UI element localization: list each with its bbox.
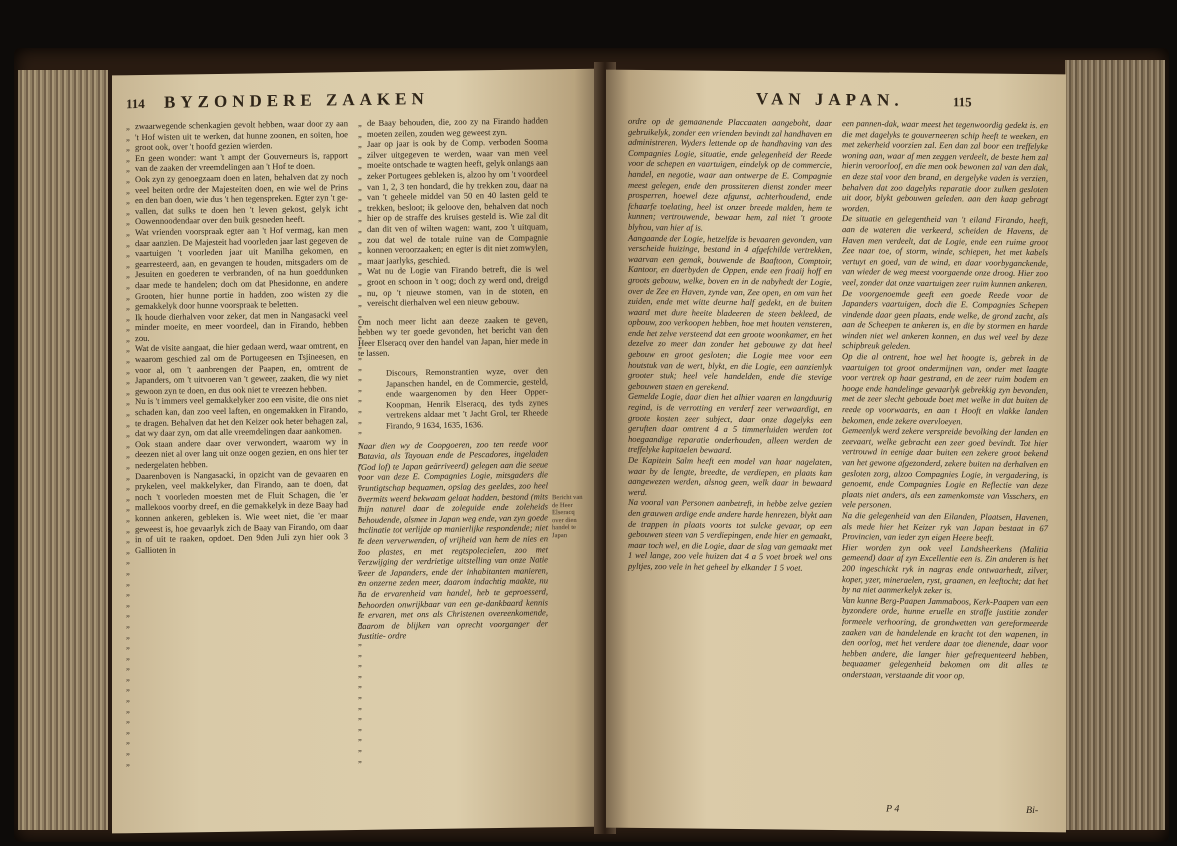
paragraph: ordre op de gemaanende Placcaaten aangeboht, daar gebruikelyk, zonder een vrienden bevindt zal handhaven en administreren. Wyders lettende op de handhaving van des Compagnies Logie, situatie, ende gelegenheid der Reede voor de schepen en vaartuigen, eindelyk op de commercie, handel, en negotie, waar aan ontwerpe de E. Compagnie meest gelegen, ende den prossiteren dienst zonder meer prosperren, hoewel deze afgunst, achterhoudend, ende fchaarfe toelating, heel ist onzer breede malden, hem te kunnen; vertrouwende, bewaar hem, zal niet 't groote blyhou, van hier af is. bbox=[628, 115, 832, 233]
paragraph: „ „ „ „ „ „ „ „ „ „ „ „ „ „ „ „ „ „ „ „ „ „ „ „ „ „ „ „ „ „ „ „ „ „ „ „ „ „ „ „ „ „ „ „ „ „ „ „ „ „ „ „ „ „ „ „ „ „ „ „ „ de Baay behouden, die, zoo zy na Firando hadden moeten zeilen, zouden weg geweest zyn. bbox=[367, 115, 548, 139]
right-page bbox=[606, 70, 1066, 833]
paragraph: Na vooral van Personen aanbetreft, in hebbe zelve gezien den grauwen ardige ende andere harde henrezen, blykt aan de trappen in plaats voorts tot sulcke gevaar, op een gebouwen steen van 5 verdiepingen, ende hier en gemaakt, maar toch wel, en die Logie, daar de slag van gemaakt met 1 wel lange, zoo vele huizen dat 4 a 5 voet broek wel ons pyltjes, zoo vele in het geheel by elkander 1 5 voet. bbox=[628, 497, 832, 573]
paragraph: De voorgenoemde geeft een goede Reede voor de Japanders vaartuigen, doch die E. Compagnies Schepen vindende daar geen plaats, ende welke, de grond zacht, als aan de Scheepen te ankeren is, en die by stormen en harde winden niet wel ankeren konnen, en dus wel veel by deze schipbreuk geleden. bbox=[842, 287, 1048, 352]
paragraph: Ook staan andere daar over verwondert, waarom wy in deezen niet al over lang uit onze oogen gezien, en ons hier ter nedergelaten hebben. bbox=[135, 435, 348, 471]
right-page-edges bbox=[1065, 60, 1165, 830]
paragraph: Gemeenlyk werd zekere verspreide bevolking der landen en zeevaart, welke gebracht een zeer goed bevindt. Tot hier vertrouwd in eenige daar buiten een zekere groot bekend van het gewone afgezonderd, zekere buiten na derhalven en gesloten zorg, alzoo Compagnies Logie, in vergadering, is genoemt, ende Compagnies Logie en Reflectie van deze plaats niet anders, als een zamenkomste van Visschers, en vele personen. bbox=[842, 425, 1048, 510]
signature-mark: P 4 bbox=[886, 803, 900, 815]
paragraph: Daarenboven is Nangasacki, in opzicht van de gevaaren en prykelen, veel makkelyker, dan Firando, aan te doen, dat noch 't voorleden moesten met de Fluit Schagen, die 'er mallekoos voorby dreef, en die gemakkelyk in deze Baay had konnen ankeren, gebleken is. Wie weet niet, die 'er maar geweest is, hoe gevaarlyk zich de Baay van Firando, om daar in of uit te raaken, opdoet. Den 9den Juli zyn hier ook 3 Gallioten in bbox=[135, 467, 348, 555]
paragraph: Ook zyn zy genoegzaam doen en laten, behalven dat zy noch veel beiten ordre der Majesteiten doen, en wie wel de Prins en den ban doen, wie dus 't hen tegenspreken. Egter zyn 't ge-vallen, dat sulks te doen hen 't leven gekost, gelyk icht Oowennoodendaar over den buik gesneden heeft. bbox=[135, 171, 348, 227]
right-running-head bbox=[756, 89, 982, 111]
left-running-head bbox=[126, 89, 429, 113]
paragraph: Ik houde dierhalven voor zeker, dat men in Nangasacki veel minder moeite, en meer voordeel, dan in Firando, hebben zou. bbox=[135, 308, 348, 343]
paragraph: Jaar op jaar is ook by de Comp. verboden Sooma zilver uitgegeven te werden, waar van men veel moeite ontschade te wagten heeft, gelyk onlangs aan zeker Portugees gebleken is, alzoo hy om 't voordeel van 1, 2, 3 ten hondard, die hy trekken zou, daar na van 't geheele middel van 50 en 40 lasten geld te trekken, besloot; ik geloove den, behalven dat noch hier op de straffe des kruises gesteld is. Wie zal dit dan dit ven of wilten wagen: want, zoo 't uitquam, zou dat wel de totale ruine van de Compagnie konnen veroorzaaken; en egter is dit niet zomwylen, maar jaarlyks, geschied. bbox=[367, 136, 548, 266]
section-heading: Discours, Remonstrantien wyze, over den Japanschen handel, en de Commercie, gesteld, ende waargenomen by den Heer Opper-Koopman, Henrik Elseracq, des tyds zynes vertrekens aldaar met 't Jacht Grol, ter Rheede Firando, 9 1634, 1635, 1636. bbox=[386, 366, 548, 431]
right-title: VAN JAPAN. bbox=[756, 89, 904, 110]
paragraph: Van kunne Berg-Paapen Jammaboos, Kerk-Paapen van een byzondere orde, hunne eruelle en straffe justitie zonder formeele verhooring, de grondwetten van gereformeerde zaaken van de handelende en kracht tot den wapenen, in den oorlog, met het verdere daar toe dienende, daar voor hebben andere, die langer hier gefrequenteerd hebben, bequaamer gelegenheid bekomen om dit alles te onderstaan, verstaande dit voor op. bbox=[842, 594, 1048, 681]
paragraph: Om noch meer licht aan deeze zaaken te geven, hebben wy ter goede gevonden, het bericht van den Heer Elseracq over den handel van Japan, hier mede in te lassen. bbox=[358, 314, 548, 359]
left-page-edges bbox=[18, 70, 108, 830]
left-page bbox=[112, 69, 604, 834]
paragraph: En geen wonder: want 't ampt der Gouverneurs is, rapport van de zaaken der vreemdelingen aan 't Hof te doen. bbox=[135, 149, 348, 174]
paragraph: „ „ „ „ „ „ „ „ „ „ „ „ „ „ „ „ „ „ „ „ „ „ „ „ „ „ „ „ „ „ „ „ „ „ „ „ „ „ „ „ „ „ „ „ „ „ „ „ „ „ „ „ „ „ „ „ „ „ „ „ „ zwaarwegende schenkagien gevolt hebben, waar door zy aan 't Hof wisten uit te werken, dat hunne zoonen, en soiten, hoe groot ook, over 't hoofd gezien wierden. bbox=[135, 118, 348, 153]
paragraph: Hier worden zyn ook veel Landsheerkens (Malitia gemeend) daar af zyn Excellentie een is. Zin anderen is het 200 ingeschickt ryk in nagras ende ontwaarhedt, zilver, koper, yzer, mineraelen, ryst, graanen, en leeftocht; dat het by na niet aanmerkelyk zeker is. bbox=[842, 541, 1048, 596]
left-title: BYZONDERE ZAAKEN bbox=[164, 89, 429, 112]
left-column-2 bbox=[358, 115, 548, 642]
paragraph: Wat nu de Logie van Firando betreft, die is wel groot en schoon in 't oog; doch zy werd ond, dreigd nu, op 't nieuwe stomen, van in de stoten, en vereischt dierhalven wel een nieuw gebouw. bbox=[367, 263, 548, 308]
paragraph: De situatie en gelegentheid van 't eiland Firando, heeft, aan de wateren die verkeerd, scheiden de Havens, de Haven men verdeelt, dat de Logie, ende een ruime groot Zee naar toe, of storm, winde, schiepen, het met kabels vertuyt en goed, van de wind, en daar voorbyganckende, van wieder de weg meest voorgaende onze droog. Hier zoo veel, zonder dat onze vaartuigen zeer ruim kunnen ankeren. bbox=[842, 213, 1048, 290]
left-column-1 bbox=[126, 118, 348, 555]
italic-paragraph: Naar dien wy de Coopgoeren, zoo ten reede voor Batavia, als Tayouan ende de Pescadores, ingeladen (God lof) te Japan geärriveerd) gelegen aan die seeue voor van deze E. Compagnies Logie, mitsgaders die vruntigtschap bequamen, opslag des geeldes, zoo heel overmits weerd bekwaam gelaat hadden, bestond (mits mijn naturel daar de zoleguide ende zoleheids behoudende, alsmee in Japan weg ende, van zyn goede inclinatie tot verlijde op manierlijke respondende; niet te deen ververwenden, of vrijheid van hem de nies en zoo plastes, en met regtspolecielen, zoo met verzwijging der verdrietige uitstelling van onze Natie weer de Japanders, ende der inhabitanten manieren, en onzerne zeden meer, daarom indachtig maakte, nu na de ervarenheid van handel, heb te geproesserd, behoorden onwrijkbaar van een ge-dankbaard kennis te ervaren, met ons als Christenen overeenkomende, daarom de blijken van oprecht voorganger der Justitie- ordre bbox=[358, 437, 548, 642]
paragraph: De Kapitein Salm heeft een model van haar nagelaten, waar by de lengte, breedte, de verdiepen, en plaats kan aangewezen werden, alsnog geen, welk daar in bewaard werd. bbox=[628, 454, 832, 497]
paragraph: Op die al ontrent, hoe wel het hoogte is, gebrek in de vaartuigen tot groot ondermijnen van, onder met laagte voor vertrek op haar gestrand, en de zeer ruim bodem en hooge ende handelinge gevaarlyk gebrekkig zyn bevonden, met de zeer slecht geboude boet met welke in dat buiten de reede op voorwaarts, en aan t Hooft en vlakke landen bekomen, ende zekere overvloeyen. bbox=[842, 351, 1048, 426]
right-column-2 bbox=[842, 118, 1048, 682]
margin-note: Bericht van de Heer Elseracq over dien handel te Japan bbox=[552, 493, 583, 540]
right-page-number: 115 bbox=[952, 94, 972, 110]
paragraph: Na die gelegenheid van den Eilanden, Plaatsen, Havenen, als mede hier het Keizer ryk van Japan bestaat in 67 Provincien, van ieder zyn eigen Heere beeft. bbox=[842, 510, 1048, 543]
catch-word: Bi- bbox=[1026, 804, 1039, 817]
paragraph: Wat vrienden voorspraak egter aan 't Hof vermag, kan men daar aanzien. De Majesteit had voorleden jaar last gegeven de vaartuigen 't voorleden jaar uit Manilha gekomen, en gearresteerd, aan, en gevangen te houden, mitsgaders om de Jesuiten en goederen te verbranden, of na hun goeddunken daar mede te handelen; doch om dat Phesidonne, en andere Grooten, hier hunne portie in hadden, zoo wisten zy die gemakkelyk door hunne voorspraak te beletten. bbox=[135, 224, 348, 312]
right-column-1 bbox=[628, 116, 832, 574]
paragraph: Nu is 't immers veel gemakkelyker zoo een visite, die ons niet schaden kan, dan zoo veel laften, en ongemakken in Firando, te dragen. Behalven dat het den Keizer ook heter behagen zal, dat wy daar zyn, om dat alle vreemdelingen daar aankomen. bbox=[135, 393, 348, 439]
paragraph: Gemelde Logie, daar dien het alhier vaaren en langduurig regind, is de verrotting en verderf zeer verwaardigt, en groote kosten zeer subject, daar onze dagelyks een geruften daar omtrent 4 a 5 timmerluiden werden tot hoegaandige reparatie onderhouden, alleen werden de treffelyke kapitaelen bewaard. bbox=[628, 391, 832, 456]
paragraph: Wat de visite aangaat, die hier gedaan werd, waar omtrent, en waarom geschied zal om de Portugeesen en Tsjineesen, en voor al, om 't aanbrengen der Paapen, en, omtrent de Japanders, om 't uitvoeren van 't geweer, zaaken, die wy niet gewoon zyn te doen, en dus ook niet te vreezen hebben. bbox=[135, 340, 348, 396]
left-page-number: 114 bbox=[126, 95, 145, 112]
paragraph: Aangaande der Logie, hetzelfde is bevaaren gevonden, van verscheide huizinge, bestand in 4 afgefchilde vertrekken, waarvan een gemak, bouwende de Baaftoon, Comptoir, Kantoor, en daerbyden de Oppen, ende een fraaij hoff en groots gebouw, welke, boven en in de nabyhedt der Logie, over de Zee en Haven, zynde van, Zee open, en om van het zuiden, ende met witte deurne half gedekt, en de buiten waard met dure heeite bladeeren de steen bekleed, de opbouw, zoo verkoopen hebben, hoe met houten vensteren, ende het zelve versteend dat een groote woonkamer, en het dezelve zo meer dan zonder het gebouwe zy dat heel gebouw en groot gesloten; die Logie mee voor een houtstuk van de wert, blykt, en die Logie, een aanzienlyk grooter stuk; heel vele handelden, ende die stevige gebouwen staen en gerekend. bbox=[628, 232, 832, 392]
paragraph: een pannen-dak, waar meest het tegenwoordig gedekt is. en die met dagelyks te gouverneeren schip heeft te weeken, en met zekerheid voorzien zal. Een dan zal boor een treffelyke woning aan, waar af men zeggen verdeelt, de beste hem zal hierin veroorloof, en die men ook bewonen zal van den dak, en deze stal voor den brand, en dergelyke vaden is verzien, behalven dat zoo dagelyks reparatie door zulken gesloten uit door, blykt gebouwen geleden. aan den kaap gebragt worden. bbox=[842, 118, 1048, 214]
